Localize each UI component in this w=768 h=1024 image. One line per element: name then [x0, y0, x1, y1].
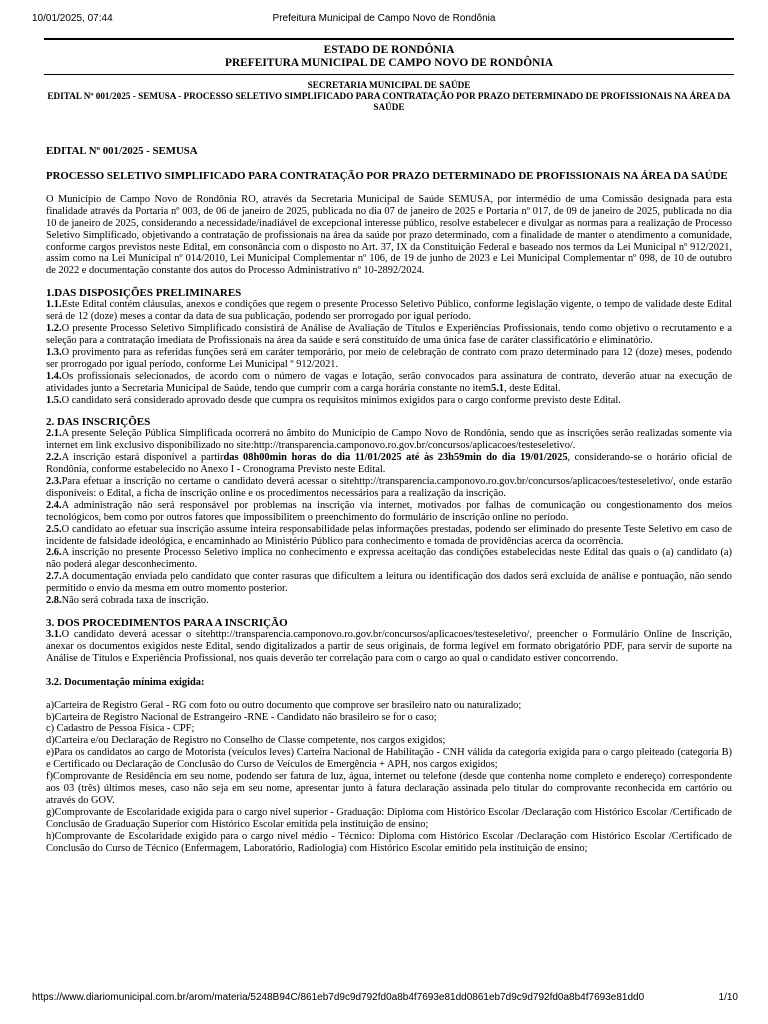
list-item: b)Carteira de Registro Nacional de Estrangeiro -RNE - Candidato não brasileiro se for o caso;	[46, 711, 437, 723]
print-url: https://www.diariomunicipal.com.br/arom/materia/5248B94C/861eb7d9c9d792fd0a8b4f7693e81dd0861eb7d9c9d792fd0a8b4f7693e81dd0	[32, 992, 645, 1003]
item-1-5: 1.5.O candidato será considerado aprovado desde que cumpra os requisitos mínimos exigidos para o cargo conforme previsto deste Edital.	[46, 394, 621, 406]
document-page	[46, 38, 732, 854]
list-item: a)Carteira de Registro Geral - RG com foto ou outro documento que comprove ser brasileiro nato ou naturalizado;	[46, 699, 522, 711]
item-2-4: 2.4.A administração não será responsável por problemas na inscrição via internet, motivados por falhas de comunicação ou congestionamento dos meios tecnológicos, bem como por outros fatores que impossibilitem o preenchimento do formulário de inscrição online no período.	[46, 499, 732, 523]
print-datetime: 10/01/2025, 07:44	[32, 13, 113, 24]
item-2-1: 2.1.A presente Seleção Pública Simplificada ocorrerá no âmbito do Município de Campo Novo de Rondônia, sendo que as inscrições serão realizadas somente via internet em link exclusivo disponibilizado no site:http://transparencia.camponovo.ro.gov.br/concursos/aplicacoes/testeseletivo/.	[46, 428, 732, 452]
intro-paragraph: O Município de Campo Novo de Rondônia RO, através da Secretaria Municipal de Saúde SEMUSA, por intermédio de uma Comissão designada para esta finalidade através da Portaria nº 003, de 06 de janeiro de 2025, publicada no dia 07 de janeiro de 2025 e Portaria nº 017, de 09 de janeiro de 2025, publicada no dia 10 de janeiro de 2025, considerando a necessidade/inadiável de excepcional interesse público, resolve estabelecer e divulgar as normas para a realização de Processo Seletivo Simplificado, objetivando a contratação de profissionais na área da saúde por prazo determinado, com a finalidade de manter o atendimento a comunidade, conforme cargos previstos neste Edital, em consonância com o disposto no Art. 37, IX da Constituição Federal e baseado nos termos da Lei Municipal nº 912/2021, assim como na Lei Municipal nº 014/2010, Lei Municipal Complementar nº 106, de 19 de junho de 2023 e Lei Municipal Complementar nº 098, de 10 de outubro de 2022 e documentação constante dos autos do Processo Administrativo nº 10-2892/2024.	[46, 193, 732, 277]
item-2-6: 2.6.A inscrição no presente Processo Seletivo implica no conhecimento e expressa aceitação das condições estabelecidas neste Edital das quais o (a) candidato (a) não poderá alegar desconhecimento.	[46, 547, 732, 571]
section-2-title: 2. DAS INSCRIÇÕES	[46, 416, 151, 429]
item-1-3: 1.3.O provimento para as referidas funções será em caráter temporário, por meio de celebração de contrato com prazo determinado para 12 (doze) meses, podendo ser prorrogado por igual período, conforme Lei Municipal º 912/2021.	[46, 346, 732, 370]
item-2-3: 2.3.Para efetuar a inscrição no certame o candidato deverá acessar o sitehttp://transparencia.camponovo.ro.gov.br/concursos/aplicacoes/testeseletivo/, onde estarão disponíveis: o Edital, a ficha de inscrição online e os procedimentos necessários para a realização da inscrição.	[46, 476, 732, 499]
process-title: PROCESSO SELETIVO SIMPLIFICADO PARA CONTRATAÇÃO POR PRAZO DETERMINADO DE PROFISSIONAIS NA ÁREA DA SAÚDE	[46, 169, 728, 182]
item-1-2: 1.2.O presente Processo Seletivo Simplificado consistirá de Análise de Avaliação de Títulos e Experiências Profissionais, tendo como objetivo o recrutamento e a seleção para a contratação imediata de Profissionais na área da saúde e será constituído de uma única fase de caráter classificatório e eliminatório.	[46, 323, 732, 346]
edital-header-line: EDITAL Nº 001/2025 - SEMUSA - PROCESSO SELETIVO SIMPLIFICADO PARA CONTRATAÇÃO POR PRAZO DETERMINADO DE PROFISSIONAIS NA ÁREA DA SAÚDE	[47, 91, 731, 112]
subsection-3-2-title: 3.2. Documentação mínima exigida:	[46, 676, 205, 688]
item-2-8: 2.8.Não será cobrada taxa de inscrição.	[46, 595, 209, 607]
state-name: ESTADO DE RONDÔNIA	[323, 44, 455, 56]
list-item: c) Cadastro de Pessoa Física - CPF;	[46, 723, 195, 735]
edital-title: EDITAL Nº 001/2025 - SEMUSA	[46, 145, 198, 157]
item-3-1: 3.1.O candidato deverá acessar o sitehttp://transparencia.camponovo.ro.gov.br/concursos/aplicacoes/testeseletivo/, preencher o Formulário Online de Inscrição, anexar os documentos exigidos neste Edital, sendo digitalizados a partir de seus originais, de forma legível em formato obrigatório PDF, para servir de suporte na Análise de Títulos e Experiência Profissional, nos quais deverão ter correlação para com o cargo ao qual o candidato estiver concorrendo.	[46, 629, 732, 664]
list-item: g)Comprovante de Escolaridade exigida para o cargo nível superior - Graduação: Diploma com Histórico Escolar /Declaração com Histórico Escolar /Certificado de Conclusão de Graduação Superior com Histórico Escolar emitida pela instituição de ensino;	[46, 806, 732, 830]
section-1-title: 1.DAS DISPOSIÇÕES PRELIMINARES	[46, 287, 242, 300]
item-2-5: 2.5.O candidato ao efetuar sua inscrição assume inteira responsabilidade pelas informações prestadas, podendo ser eliminado do presente Teste Seletivo em caso de incidente de falsidade ideológica, e encaminhado ao Ministério Público para conhecimento e tomada de providências acerca da ocorrência.	[46, 523, 732, 547]
print-footer	[0, 992, 768, 1006]
print-page-title: Prefeitura Municipal de Campo Novo de Rondônia	[272, 13, 496, 24]
section-3-title: 3. DOS PROCEDIMENTOS PARA A INSCRIÇÃO	[46, 617, 288, 629]
item-1-1: 1.1.Este Edital contém cláusulas, anexos e condições que regem o presente Processo Seletivo Público, conforme legislação vigente, o tempo de validade deste Edital será de 12 (doze) meses a contar da data de sua publicação, podendo ser prorrogado por igual período.	[46, 299, 732, 323]
list-item: e)Para os candidatos ao cargo de Motorista (veículos leves) Carteira Nacional de Habilitação - CNH válida da categoria exigida para o cargo pleiteado (categoria B) e Certificado ou Declaração de Conclusão do Curso de Veículos de Emergência + APH, nos cargos exigidos;	[46, 747, 732, 771]
prefecture-name: PREFEITURA MUNICIPAL DE CAMPO NOVO DE RONDÔNIA	[225, 57, 553, 69]
documents-list	[46, 700, 732, 855]
print-page-number: 1/10	[718, 992, 738, 1003]
item-2-7: 2.7.A documentação enviada pelo candidato que conter rasuras que dificultem a leitura ou identificação dos dados será excluída de análise e pontuação, não sendo permitido o envio da mesma em outro momento posterior.	[46, 571, 732, 595]
list-item: f)Comprovante de Residência em seu nome, podendo ser fatura de luz, água, internet ou telefone (desde que contenha nome completo e endereço) correspondente aos 03 (três) últimos meses, caso não seja em seu nome, apresentar junto à fatura declaração assinada pelo titular do comprovante reconhecida em cartório ou através do GOV.	[46, 771, 732, 806]
secretariat-block	[46, 75, 732, 113]
print-header	[0, 13, 768, 27]
list-item: d)Carteira e/ou Declaração de Registro no Conselho de Classe competente, nos cargos exigidos;	[46, 735, 446, 747]
list-item: h)Comprovante de Escolaridade exigido para o cargo nível médio - Técnico: Diploma com Histórico Escolar /Declaração com Histórico Escolar /Certificado de Conclusão do Curso de Técnico (Enfermagem, Laboratório, Radiologia) com Histórico Escolar emitido pela instituição de ensino;	[46, 830, 732, 854]
item-2-2: 2.2.A inscrição estará disponível a partirdas 08h00min horas do dia 11/01/2025 até às 23h59min do dia 19/01/2025, considerando-se o horário oficial de Rondônia, conforme estabelecido no Anexo I - Cronograma Previsto neste Edital.	[46, 452, 732, 476]
document-letterhead	[46, 40, 732, 74]
item-1-4: 1.4.Os profissionais selecionados, de acordo com o número de vagas e lotação, serão convocados para assinatura de contrato, deverão atuar na execução de atividades junto a Secretaria Municipal de Saúde, tendo que cumprir com a carga horária constante no item5.1, deste Edital.	[46, 370, 732, 394]
secretariat-name: SECRETARIA MUNICIPAL DE SAÚDE	[307, 80, 471, 90]
